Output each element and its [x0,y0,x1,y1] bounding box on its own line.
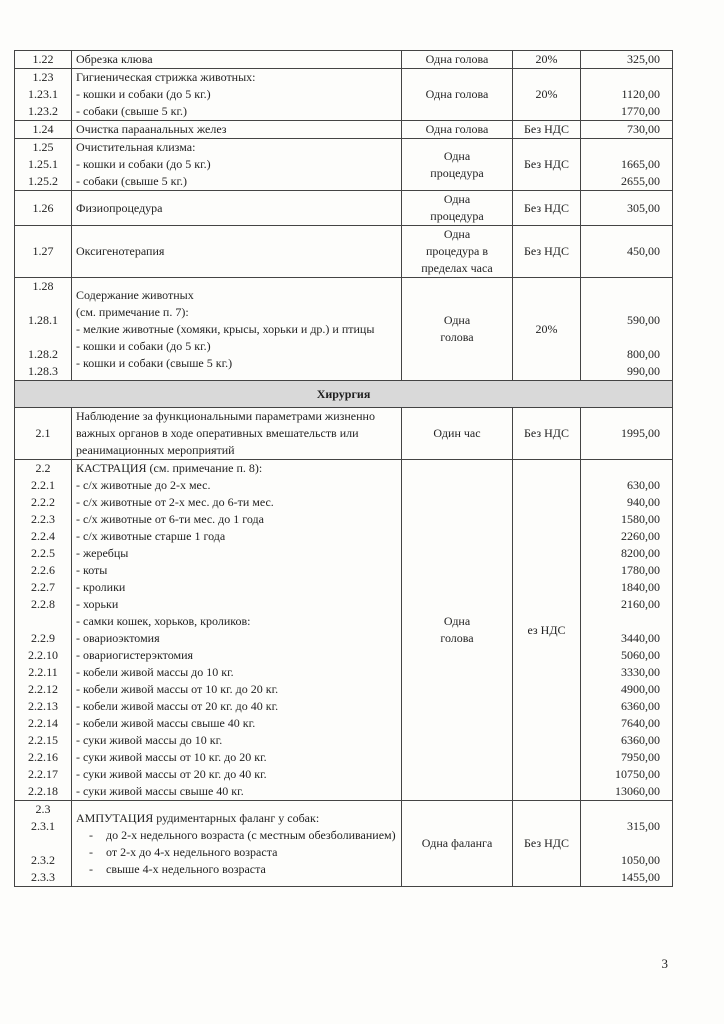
service-cell [72,191,402,226]
price-value: 800,00 [627,347,660,361]
unit-cell [402,69,513,121]
price-value: 10750,00 [615,767,660,781]
item-number: 2.2.11 [28,665,58,679]
service-cell [72,121,402,139]
service-text: - самки кошек, хорьков, кроликов: [76,614,251,628]
service-line [76,613,397,630]
unit-text: Одна фаланга [421,836,493,850]
price-value: 325,00 [627,52,660,66]
price-value: 2655,00 [621,174,660,188]
price-value: 3440,00 [621,631,660,645]
unit-cell [402,460,513,801]
service-line [76,545,397,562]
price-value: 1455,00 [621,870,660,884]
service-cell [72,278,402,381]
item-number: 1.22 [32,52,54,66]
table-row [15,226,673,278]
price-cell [581,408,673,460]
service-text: - суки живой массы от 10 кг. до 20 кг. [76,750,267,764]
unit-text: Одна [443,192,471,206]
service-text: Физиопроцедура [76,200,163,215]
unit-text: Одна голова [425,122,489,136]
service-line [76,827,397,844]
price-value: 1665,00 [621,157,660,171]
service-line [76,69,397,86]
item-number: 2.2.7 [31,580,55,594]
service-line [76,861,397,878]
table-row [15,278,673,381]
price-cell [581,226,673,278]
vat-cell: Без НДС [513,121,581,139]
service-line [76,681,397,698]
price-table [14,50,673,887]
item-number: 2.2.12 [28,682,58,696]
service-text: - кошки и собаки (свыше 5 кг.) [76,355,233,370]
service-text: до 2-х недельного возраста (с местным обезболиванием) [106,827,396,842]
item-number [17,295,69,312]
item-number: 2.2 [35,461,51,475]
service-text: - суки живой массы от 20 кг. до 40 кг. [76,767,267,781]
item-number [17,329,69,346]
item-number: 2.2.17 [28,767,58,781]
service-text: от 2-х до 4-х недельного возраста [106,844,278,859]
price-value: 2160,00 [621,597,660,611]
price-value: 1770,00 [621,104,660,118]
item-number-cell [15,51,72,69]
service-text: свыше 4-х недельного возраста [106,861,266,876]
unit-text: Одна голова [425,52,489,66]
table-row [15,121,673,139]
price-cell [581,801,673,887]
service-line [76,477,397,494]
item-number: 1.27 [32,244,54,258]
unit-cell [402,408,513,460]
service-line [76,698,397,715]
service-line [76,156,397,173]
service-line [76,321,397,338]
service-text: Оксигенотерапия [76,244,165,258]
service-text: Содержание животных [76,287,194,302]
price-value: 5060,00 [621,648,660,662]
item-number: 1.23.2 [28,104,58,118]
service-cell [72,139,402,191]
service-cell [72,69,402,121]
price-value: 590,00 [627,313,660,327]
service-text: - кобели живой массы от 10 кг. до 20 кг. [76,682,279,696]
service-line [76,408,397,459]
item-number: 2.2.16 [28,750,58,764]
service-text: - собаки (свыше 5 кг.) [76,104,188,118]
unit-cell [402,801,513,887]
service-text: Очистительная клизма: [76,140,196,154]
item-number: 1.28 [32,279,54,293]
page-number: 3 [661,956,668,971]
service-text: - собаки (свыше 5 кг.) [76,174,188,188]
unit-text: процедура [430,209,484,223]
service-text: - кобели живой массы от 20 кг. до 40 кг. [76,699,279,713]
unit-text: голова [440,330,474,344]
price-cell [581,69,673,121]
price-value [585,460,660,477]
item-number: 2.2.2 [31,495,55,509]
unit-text: процедура [430,165,484,180]
price-cell [581,278,673,381]
service-text: - кошки и собаки (до 5 кг.) [76,87,211,101]
item-number: 1.26 [32,200,54,215]
service-text: - кобели живой массы свыше 40 кг. [76,716,256,730]
item-number: 2.2.5 [31,546,55,560]
service-text: - с/х животные от 6-ти мес. до 1 года [76,512,264,526]
item-number-cell [15,121,72,139]
price-value: 6360,00 [621,733,660,747]
service-line [76,103,397,120]
item-number-cell [15,460,72,801]
price-value [585,835,660,852]
service-line [76,630,397,647]
price-value: 940,00 [627,495,660,509]
vat-cell: 20% [513,278,581,381]
vat-cell: 20% [513,51,581,69]
price-value: 6360,00 [621,699,660,713]
service-line [76,732,397,749]
service-line [76,121,397,138]
service-cell [72,801,402,887]
item-number: 2.2.15 [28,733,58,747]
service-text: - хорьки [76,597,119,611]
service-line [76,139,397,156]
item-number: 1.23 [32,70,54,84]
service-text: - кролики [76,580,126,594]
item-number: 2.2.14 [28,716,58,730]
service-line [76,243,397,260]
unit-text: Одна [443,148,471,163]
price-cell [581,139,673,191]
service-line [76,579,397,596]
section-title: Хирургия [15,381,673,408]
service-text: - коты [76,563,108,577]
price-value: 1840,00 [621,580,660,594]
table-row [15,408,673,460]
price-cell [581,191,673,226]
vat-cell: Без НДС [513,191,581,226]
item-number: 1.25.2 [28,174,58,188]
table-row [15,69,673,121]
service-line [76,460,397,477]
item-number-cell [15,191,72,226]
item-number: 1.28.2 [28,347,58,361]
service-text: (см. примечание п. 7): [76,304,189,319]
service-text: - суки живой массы свыше 40 кг. [76,784,244,798]
service-line [76,528,397,545]
item-number-cell [15,69,72,121]
price-value: 3330,00 [621,665,660,679]
price-value: 990,00 [627,364,660,378]
service-line [76,173,397,190]
price-value: 13060,00 [615,784,660,798]
item-number: 2.2.10 [28,648,58,662]
service-text: - с/х животные до 2-х мес. [76,478,211,492]
service-text: Очистка параанальных желез [76,122,227,136]
price-value: 7640,00 [621,716,660,730]
item-number: 1.25.1 [28,157,58,171]
price-value [585,801,660,818]
item-number: 2.2.13 [28,699,58,713]
item-number: 2.2.3 [31,512,55,526]
service-line [76,338,397,355]
service-line [76,304,397,321]
service-cell [72,51,402,69]
price-value: 305,00 [627,200,660,215]
bullet-dash: - [89,861,93,876]
unit-cell [402,51,513,69]
service-text: - суки живой массы до 10 кг. [76,733,223,747]
item-number: 1.24 [32,122,54,136]
table-row [15,139,673,191]
service-line [76,664,397,681]
price-value: 450,00 [627,244,660,258]
vat-cell: Без НДС [513,226,581,278]
item-number-cell [15,226,72,278]
unit-text: процедура в [425,244,489,258]
service-line [76,200,397,217]
unit-cell [402,139,513,191]
item-number: 2.3.2 [31,853,55,867]
service-text: - мелкие животные (хомяки, крысы, хорьки и др.) и птицы [76,321,375,336]
service-line [76,51,397,68]
price-cell [581,51,673,69]
service-text: Гигиеническая стрижка животных: [76,70,256,84]
item-number: 2.2.1 [31,478,55,492]
service-line [76,810,397,827]
unit-cell [402,278,513,381]
service-text: АМПУТАЦИЯ рудиментарных фаланг у собак: [76,810,320,825]
service-line [76,766,397,783]
service-line [76,749,397,766]
service-line [76,715,397,732]
item-number: 2.2.9 [31,631,55,645]
service-cell [72,460,402,801]
item-number: 2.3.1 [31,819,55,833]
service-cell [72,226,402,278]
service-text: - кошки и собаки (до 5 кг.) [76,338,211,353]
item-number: 2.2.18 [28,784,58,798]
bullet-dash: - [89,827,93,842]
vat-cell: ез НДС [513,460,581,801]
service-line [76,511,397,528]
table-row [15,191,673,226]
vat-cell: Без НДС [513,801,581,887]
service-text: КАСТРАЦИЯ (см. примечание п. 8): [76,461,263,475]
bullet-dash: - [89,844,93,859]
service-text: - овариоэктомия [76,631,160,645]
item-number: 2.3 [35,802,51,816]
item-number-cell [15,278,72,381]
vat-cell: Без НДС [513,139,581,191]
vat-cell: Без НДС [513,408,581,460]
service-text: Обрезка клюва [76,52,153,66]
price-value: 8200,00 [621,546,660,560]
price-value: 315,00 [627,819,660,833]
item-number-cell [15,801,72,887]
table-row [15,51,673,69]
vat-cell: 20% [513,69,581,121]
service-line [76,647,397,664]
item-number: 1.28.3 [28,364,58,378]
table-row [15,460,673,801]
unit-text: пределах часа [421,261,493,275]
price-value: 7950,00 [621,750,660,764]
unit-text: Одна [443,614,471,628]
unit-text: голова [440,631,474,645]
item-number-cell [15,408,72,460]
price-value: 1050,00 [621,853,660,867]
unit-text: Один час [433,426,481,440]
price-value [585,278,660,295]
unit-text: Одна [443,227,471,241]
price-cell [581,460,673,801]
item-number [17,613,69,630]
price-value [585,69,660,86]
section-header-row [15,381,673,408]
price-value: 1780,00 [621,563,660,577]
service-text: - с/х животные от 2-х мес. до 6-ти мес. [76,495,274,509]
item-number: 2.3.3 [31,870,55,884]
price-value: 1580,00 [621,512,660,526]
item-number: 2.1 [35,426,51,440]
unit-text: Одна [443,313,471,327]
price-cell [581,121,673,139]
price-value: 1995,00 [621,426,660,440]
item-number: 2.2.4 [31,529,55,543]
service-cell [72,408,402,460]
price-value: 4900,00 [621,682,660,696]
unit-cell [402,226,513,278]
service-line [76,783,397,800]
price-value: 630,00 [627,478,660,492]
price-value [585,613,660,630]
service-text: - овариогистерэктомия [76,648,194,662]
service-text: Наблюдение за функциональными параметрами жизненно важных органов в ходе оперативных вмешательств или реанимационных мероприятий [76,409,375,457]
unit-cell [402,121,513,139]
price-table-body [15,51,673,887]
service-line [76,494,397,511]
service-line [76,844,397,861]
service-text: - кобели живой массы до 10 кг. [76,665,234,679]
table-row [15,801,673,887]
item-number [17,835,69,852]
item-number: 1.28.1 [28,313,58,327]
service-line [76,562,397,579]
service-line [76,86,397,103]
price-value: 2260,00 [621,529,660,543]
item-number-cell [15,139,72,191]
price-value [585,329,660,346]
service-line [76,355,397,372]
price-value [585,139,660,156]
item-number: 2.2.8 [31,597,55,611]
item-number: 1.23.1 [28,87,58,101]
price-value: 730,00 [627,122,660,136]
service-text: - жеребцы [76,546,129,560]
service-line [76,287,397,304]
price-value [585,295,660,312]
item-number: 1.25 [32,140,54,154]
item-number: 2.2.6 [31,563,55,577]
service-line [76,596,397,613]
unit-text: Одна голова [425,87,489,101]
service-text: - кошки и собаки (до 5 кг.) [76,157,211,171]
service-text: - с/х животные старше 1 года [76,529,226,543]
unit-cell [402,191,513,226]
price-value: 1120,00 [621,87,660,101]
